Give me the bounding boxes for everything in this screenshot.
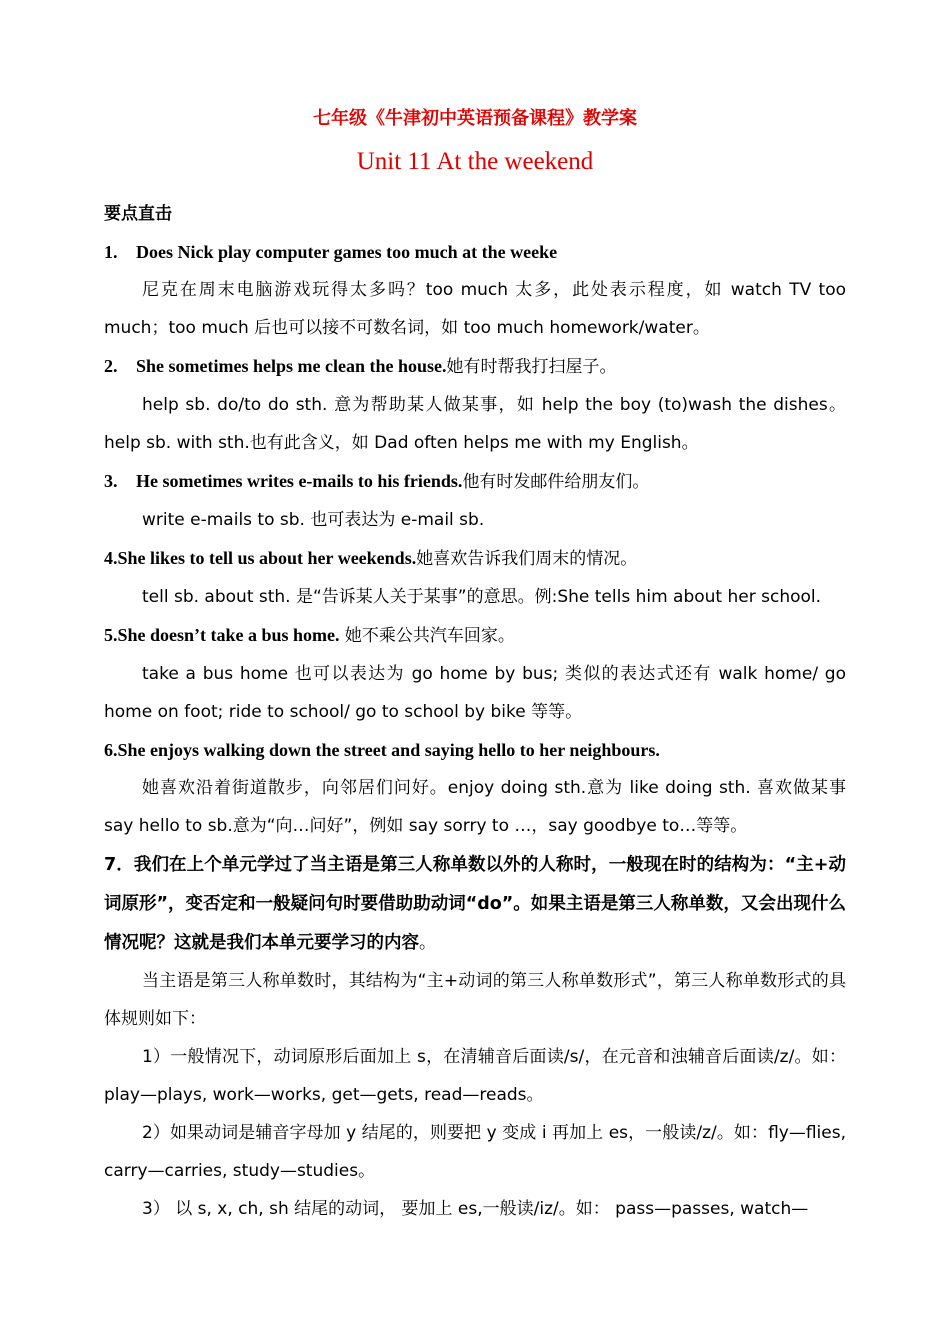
- point-1-sentence: 1. Does Nick play computer games too much at the weeke: [104, 242, 558, 262]
- point-1-explanation: 尼克在周末电脑游戏玩得太多吗？too much 太多，此处表示程度，如 watch TV too much；too much 后也可以接不可数名词，如 too much homework/water。: [104, 280, 846, 338]
- rule-2: 2）如果动词是辅音字母加 y 结尾的，则要把 y 变成 i 再加上 es，一般读/z/。如：fly—flies, carry—carries, study—studies。: [104, 1123, 846, 1181]
- point-2-explanation: help sb. do/to do sth. 意为帮助某人做某事，如 help the boy (to)wash the dishes。help sb. with sth.也有此含义，如 Dad often helps me with my English。: [104, 395, 846, 453]
- section-heading: 要点直击: [104, 204, 172, 224]
- rule-3: 3） 以 s, x, ch, sh 结尾的动词， 要加上 es,一般读/iz/。如： pass—passes, watch—: [142, 1199, 809, 1219]
- point-5-sentence: 5.She doesn’t take a bus home. 她不乘公共汽车回家。: [104, 625, 515, 646]
- document-body: [104, 195, 846, 1228]
- point-6-sentence: 6.She enjoys walking down the street and saying hello to her neighbours.: [104, 740, 660, 760]
- point-5-explanation: take a bus home 也可以表达为 go home by bus; 类似的表达式还有 walk home/ go home on foot; ride to school/ go to school by bike 等等。: [104, 664, 846, 722]
- point-3-explanation: write e-mails to sb. 也可表达为 e-mail sb.: [142, 510, 485, 530]
- point-2-sentence: 2. She sometimes helps me clean the house.她有时帮我打扫屋子。: [104, 356, 617, 377]
- point-7-paragraph: 7．我们在上个单元学过了当主语是第三人称单数以外的人称时，一般现在时的结构为：“主+动词原形”，变否定和一般疑问句时要借助助动词“do”。如果主语是第三人称单数，又会出现什么情况呢？这就是我们本单元要学习的内容。: [104, 855, 846, 953]
- unit-title: Unit 11 At the weekend: [356, 148, 594, 175]
- point-4-explanation: tell sb. about sth. 是“告诉某人关于某事”的意思。例:She tells him about her school.: [142, 587, 822, 607]
- point-3-sentence: 3. He sometimes writes e-mails to his friends.他有时发邮件给朋友们。: [104, 471, 650, 492]
- rule-1: 1）一般情况下，动词原形后面加上 s，在清辅音后面读/s/，在元音和浊辅音后面读/z/。如：play—plays, work—works, get—gets, read—reads。: [104, 1047, 846, 1105]
- document-title: 七年级《牛津初中英语预备课程》教学案: [313, 108, 637, 129]
- rules-intro: 当主语是第三人称单数时，其结构为“主+动词的第三人称单数形式”，第三人称单数形式的具体规则如下：: [104, 971, 846, 1029]
- point-6-explanation: 她喜欢沿着街道散步，向邻居们问好。enjoy doing sth.意为 like doing sth. 喜欢做某事 say hello to sb.意为“向…问好”，例如 say sorry to …，say goodbye to…等等。: [104, 778, 846, 836]
- point-4-sentence: 4.She likes to tell us about her weekends.她喜欢告诉我们周末的情况。: [104, 548, 638, 569]
